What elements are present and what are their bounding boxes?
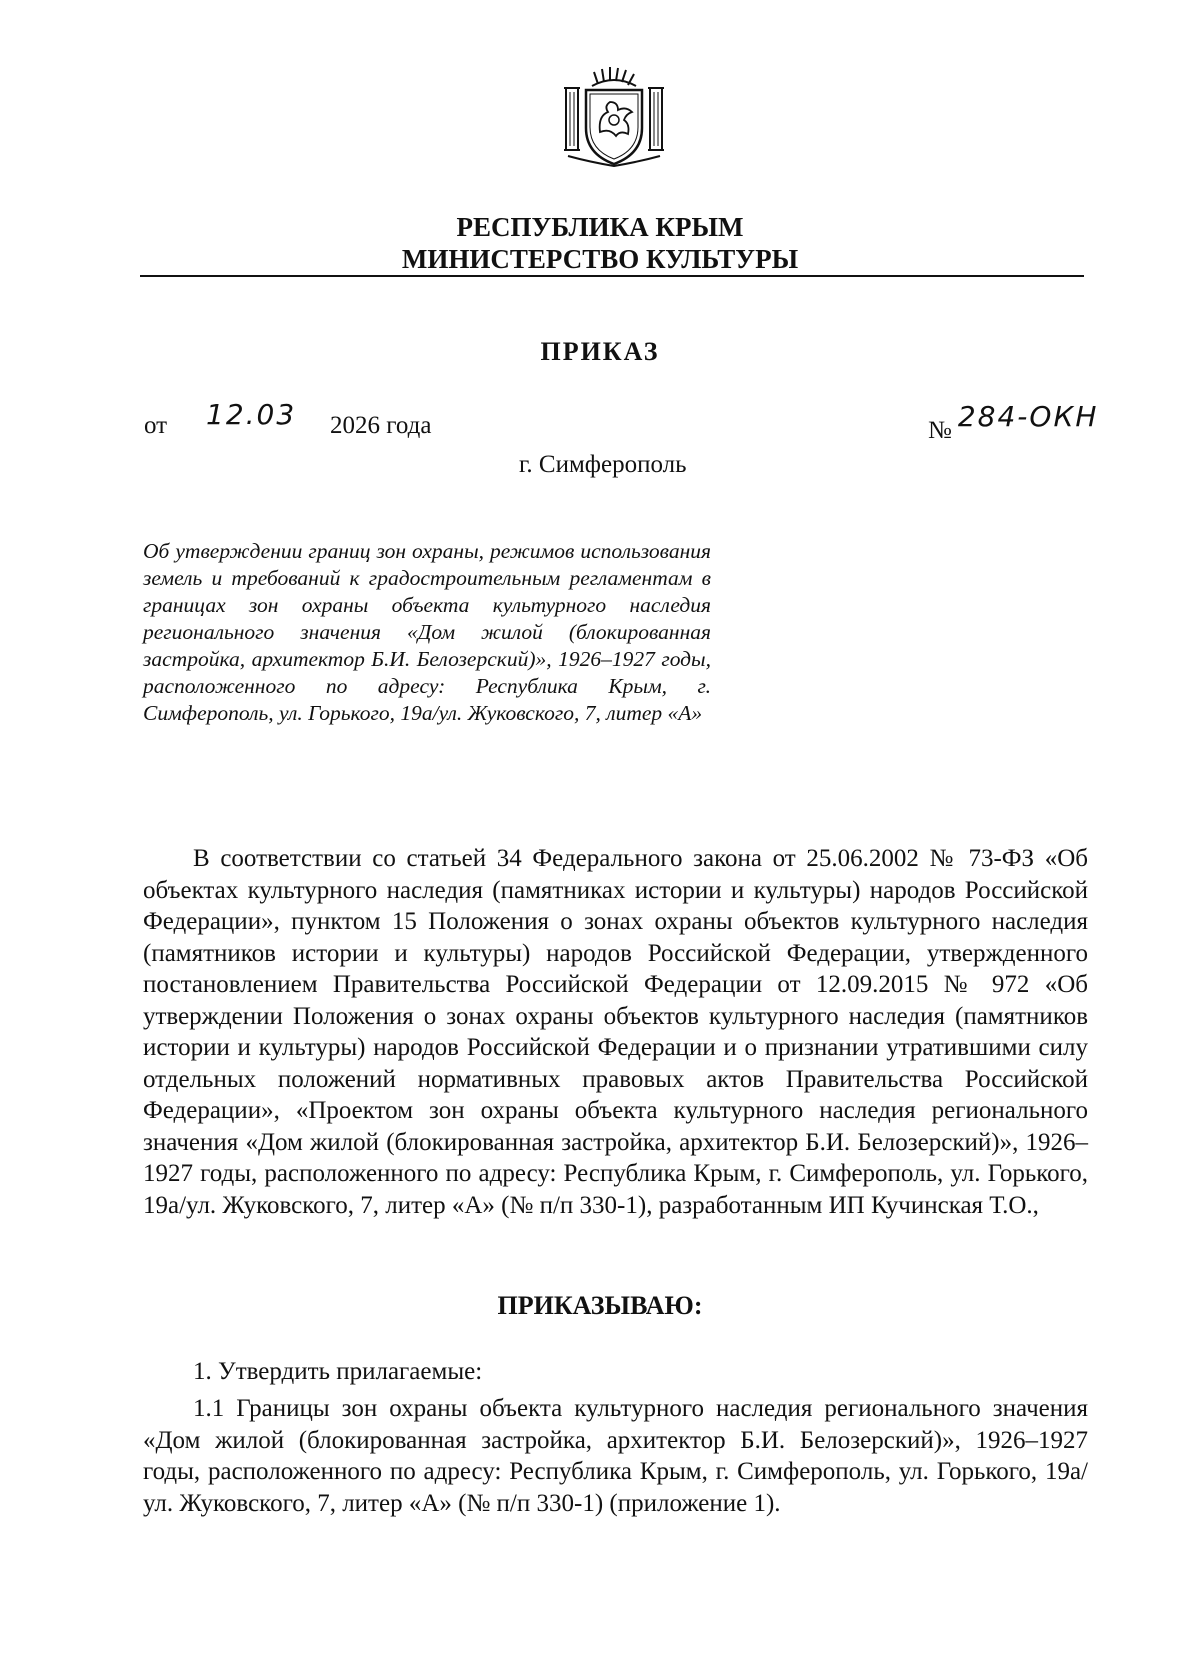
document-title: ПРИКАЗ [540,337,660,366]
date-prefix: от [144,412,168,439]
preamble-paragraph: В соответствии со статьей 34 Федерального закона от 25.06.2002 № 73-ФЗ «Об объектах культурного наследия (памятниках истории и культуры) народов Российской Федерации», пунктом 15 Положения о зонах охраны объектов культурного наследия (памятников истории и культуры) народов Российской Федерации, утвержденного постановлением Правительства Российской Федерации от 12.09.2015 № 972 «Об утверждении Положения о зонах охраны объектов культурного наследия (памятников истории и культуры) народов Российской Федерации и о признании утратившими силу отдельных положений нормативных правовых актов Правительства Российской Федерации», «Проектом зон охраны объекта культурного наследия регионального значения «Дом жилой (блокированная застройка, архитектор Б.И. Белозерский)», 1926–1927 годы, расположенного по адресу: Республика Крым, г. Симферополь, ул. Горького, 19а/ул. Жуковского, 7, литер «А» (№ п/п 330-1), разработанным ИП Кучинская Т.О., [143,845,1088,1219]
number-symbol: № [928,417,952,444]
crimea-coat-of-arms-icon [560,62,668,170]
header-divider [140,275,1084,277]
republic-name: РЕСПУБЛИКА КРЫМ [456,212,744,242]
handwritten-date: 12.03 [206,398,297,431]
list-item: 1. Утвердить прилагаемые: [193,1358,483,1385]
city: г. Симферополь [519,451,687,478]
handwritten-number: 284-ОКН [957,400,1099,433]
ministry-name: МИНИСТЕРСТВО КУЛЬТУРЫ [401,244,799,274]
list-item: 1.1 Границы зон охраны объекта культурного наследия регионального значения «Дом жилой (блокированная застройка, архитектор Б.И. Белозерский)», 1926–1927 годы, расположенного по адресу: Республика Крым, г. Симферополь, ул. Горького, 19а/ул. Жуковского, 7, литер «А» (№ п/п 330-1) (приложение 1). [143,1395,1088,1517]
date-year: 2026 года [330,412,432,439]
order-number [928,400,1099,444]
order-directive-heading: ПРИКАЗЫВАЮ: [497,1291,703,1320]
order-subject: Об утверждении границ зон охраны, режимов использования земель и требований к градостроительным регламентам в границах зон охраны объекта культурного наследия регионального значения «Дом жилой (блокированная застройка, архитектор Б.И. Белозерский)», 1926–1927 годы, расположенного по адресу: Республика Крым, г. Симферополь, ул. Горького, 19а/ул. Жуковского, 7, литер «А» [143,539,711,725]
